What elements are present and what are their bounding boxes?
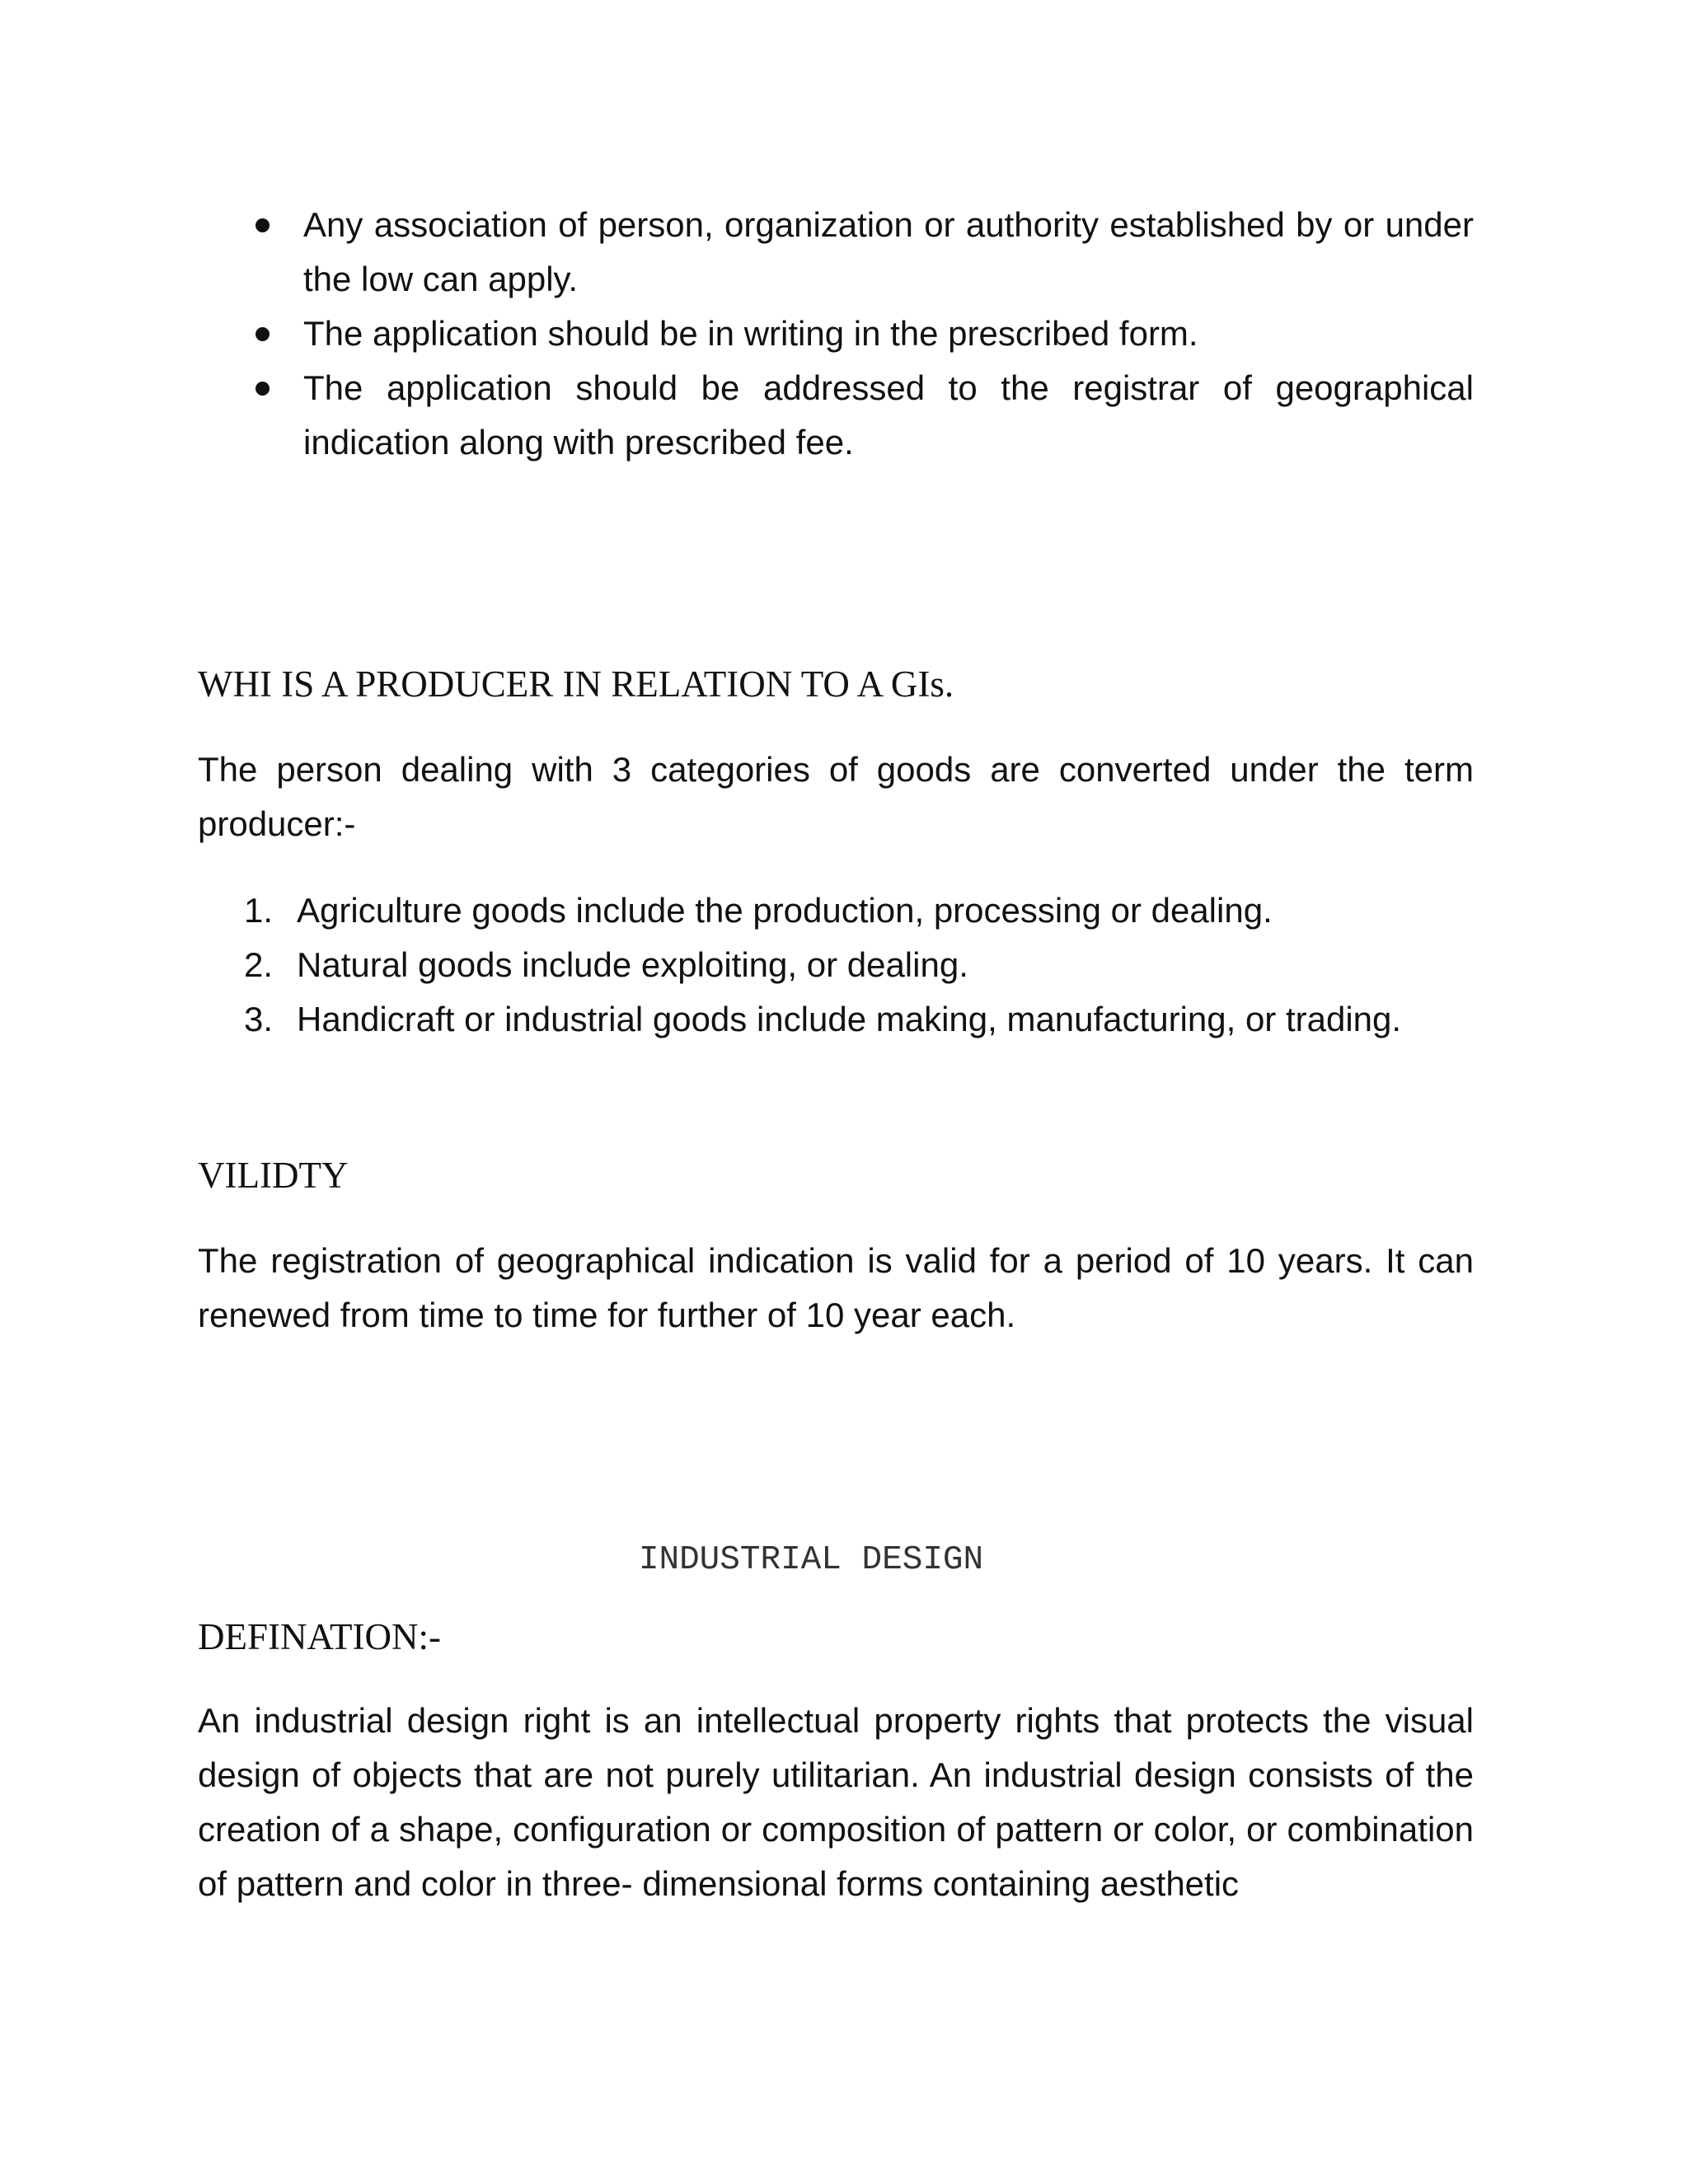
validity-heading: VILIDTY <box>198 1155 349 1196</box>
numbered-item-text: Agriculture goods include the production, processing or dealing. <box>297 891 1273 930</box>
bullet-item <box>256 307 1474 361</box>
bullet-text: The application should be addressed to the registrar of geographical indication along with prescribed fee. <box>303 368 1474 462</box>
producer-intro-paragraph: The person dealing with 3 categories of goods are converted under the term producer:- <box>198 750 1474 843</box>
bullet-item <box>256 198 1474 307</box>
bullet-item <box>256 361 1474 470</box>
numbered-item-text: Natural goods include exploiting, or dealing. <box>297 945 968 984</box>
definition-heading: DEFINATION:- <box>198 1616 441 1657</box>
bullet-icon <box>256 327 270 341</box>
numbered-item-text: Handicraft or industrial goods include making, manufacturing, or trading. <box>297 1000 1402 1038</box>
bullet-text: The application should be in writing in the prescribed form. <box>303 314 1198 353</box>
list-number: 3. <box>244 1000 274 1038</box>
eligibility-bullet-list <box>256 198 1474 470</box>
list-number: 2. <box>244 945 274 984</box>
industrial-design-title: INDUSTRIAL DESIGN <box>638 1541 984 1579</box>
bullet-text: Any association of person, organization or authority established by or under the low can apply. <box>303 205 1474 298</box>
validity-paragraph: The registration of geographical indication is valid for a period of 10 years. It can renewed from time to time for further of 10 year each. <box>198 1241 1474 1334</box>
producer-heading: WHI IS A PRODUCER IN RELATION TO A GIs. <box>198 663 954 705</box>
numbered-item <box>244 883 1480 938</box>
bullet-icon <box>256 382 270 396</box>
numbered-item <box>244 938 1480 992</box>
numbered-item <box>244 992 1480 1047</box>
bullet-icon <box>256 218 270 232</box>
list-number: 1. <box>244 891 274 930</box>
producer-numbered-list <box>244 883 1480 1047</box>
definition-paragraph: An industrial design right is an intellectual property rights that protects the visual design of objects that are not purely utilitarian. An industrial design consists of the creation of a shape, configuration or composition of pattern or color, or combination of pattern and color in three- dimensional forms containing aesthetic <box>198 1701 1474 1903</box>
